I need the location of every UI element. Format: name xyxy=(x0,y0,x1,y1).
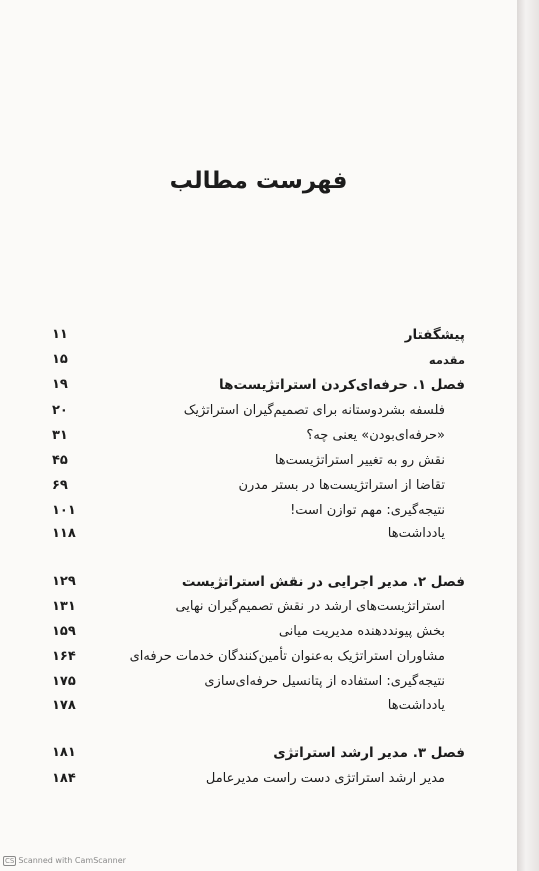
toc-row xyxy=(0,645,517,669)
toc-chapter-heading: فصل ۲. مدیر اجرایی در نقش استراتژیست xyxy=(181,574,465,590)
toc-entry-title: «حرفه‌ای‌بودن» یعنی چه؟ xyxy=(306,428,445,443)
toc-row xyxy=(0,570,517,594)
toc-entry-title: بخش پیوند‌دهنده مدیریت میانی xyxy=(278,624,445,639)
toc-row xyxy=(0,348,517,372)
toc-entry-title: مقدمه xyxy=(428,353,465,367)
toc-row xyxy=(0,670,517,694)
toc-row xyxy=(0,373,517,397)
toc-entry-title: تقاضا از استراتژیست‌ها در بستر مدرن xyxy=(238,478,445,493)
toc-entry-title: فلسفه بشردوستانه برای تصمیم‌گیران استراتژیک xyxy=(183,403,445,418)
page-edge-shadow xyxy=(517,0,539,871)
toc-row xyxy=(0,399,517,423)
toc-page-number: ۴۵ xyxy=(52,453,68,468)
toc-page-number: ۱۳۱ xyxy=(52,599,76,614)
toc-page-number: ۱۵ xyxy=(52,352,68,367)
scanner-watermark xyxy=(3,856,126,866)
toc-row xyxy=(0,595,517,619)
toc-page-number: ۱۰۱ xyxy=(52,503,76,518)
toc-chapter-heading: فصل ۳. مدیر ارشد استراتژی xyxy=(273,745,465,761)
toc-entry-title: پیشگفتار xyxy=(404,327,465,343)
toc-page-number: ۱۱ xyxy=(52,327,68,342)
toc-page-number: ۱۸۴ xyxy=(52,771,76,786)
watermark-text: Scanned with CamScanner xyxy=(18,856,126,865)
page-title: فهرست مطالب xyxy=(169,168,348,194)
toc-entry-title: نقش رو به تغییر استراتژیست‌ها xyxy=(274,453,445,468)
toc-row xyxy=(0,499,517,523)
toc-page-number: ۱۷۵ xyxy=(52,674,76,689)
toc-row xyxy=(0,474,517,498)
toc-row xyxy=(0,694,517,718)
toc-entry-title: یادداشت‌ها xyxy=(387,526,445,541)
toc-row xyxy=(0,522,517,546)
toc-entry-title: استراتژیست‌های ارشد در نقش تصمیم‌گیران نهایی xyxy=(175,599,445,614)
toc-row xyxy=(0,620,517,644)
toc-page-number: ۱۸۱ xyxy=(52,745,76,760)
toc-page-number: ۲۰ xyxy=(52,403,68,418)
toc-chapter-heading: فصل ۱. حرفه‌ای‌کردن استراتژیست‌ها xyxy=(219,377,465,393)
toc-page-number: ۶۹ xyxy=(52,478,68,493)
toc-row xyxy=(0,424,517,448)
toc-row xyxy=(0,449,517,473)
toc-entry-title: یادداشت‌ها xyxy=(387,698,445,713)
toc-page-number: ۱۶۴ xyxy=(52,649,76,664)
toc-page-number: ۱۱۸ xyxy=(52,526,76,541)
toc-entry-title: مشاوران استراتژیک به‌عنوان تأمین‌کنندگان خدمات حرفه‌ای xyxy=(129,649,445,664)
toc-entry-title: نتیجه‌گیری: استفاده از پتانسیل حرفه‌ای‌سازی xyxy=(204,674,445,689)
toc-row xyxy=(0,767,517,791)
camscanner-icon: CS xyxy=(5,857,15,865)
toc-entry-title: مدیر ارشد استراتژی دست راست مدیرعامل xyxy=(205,771,445,786)
toc-row xyxy=(0,741,517,765)
toc-page-number: ۳۱ xyxy=(52,428,68,443)
toc-page-number: ۱۷۸ xyxy=(52,698,76,713)
toc-page-number: ۱۵۹ xyxy=(52,624,76,639)
toc-page-number: ۱۲۹ xyxy=(52,574,76,589)
toc-page-number: ۱۹ xyxy=(52,377,68,392)
toc-row xyxy=(0,323,517,347)
toc-entry-title: نتیجه‌گیری: مهم توازن است! xyxy=(290,503,445,518)
